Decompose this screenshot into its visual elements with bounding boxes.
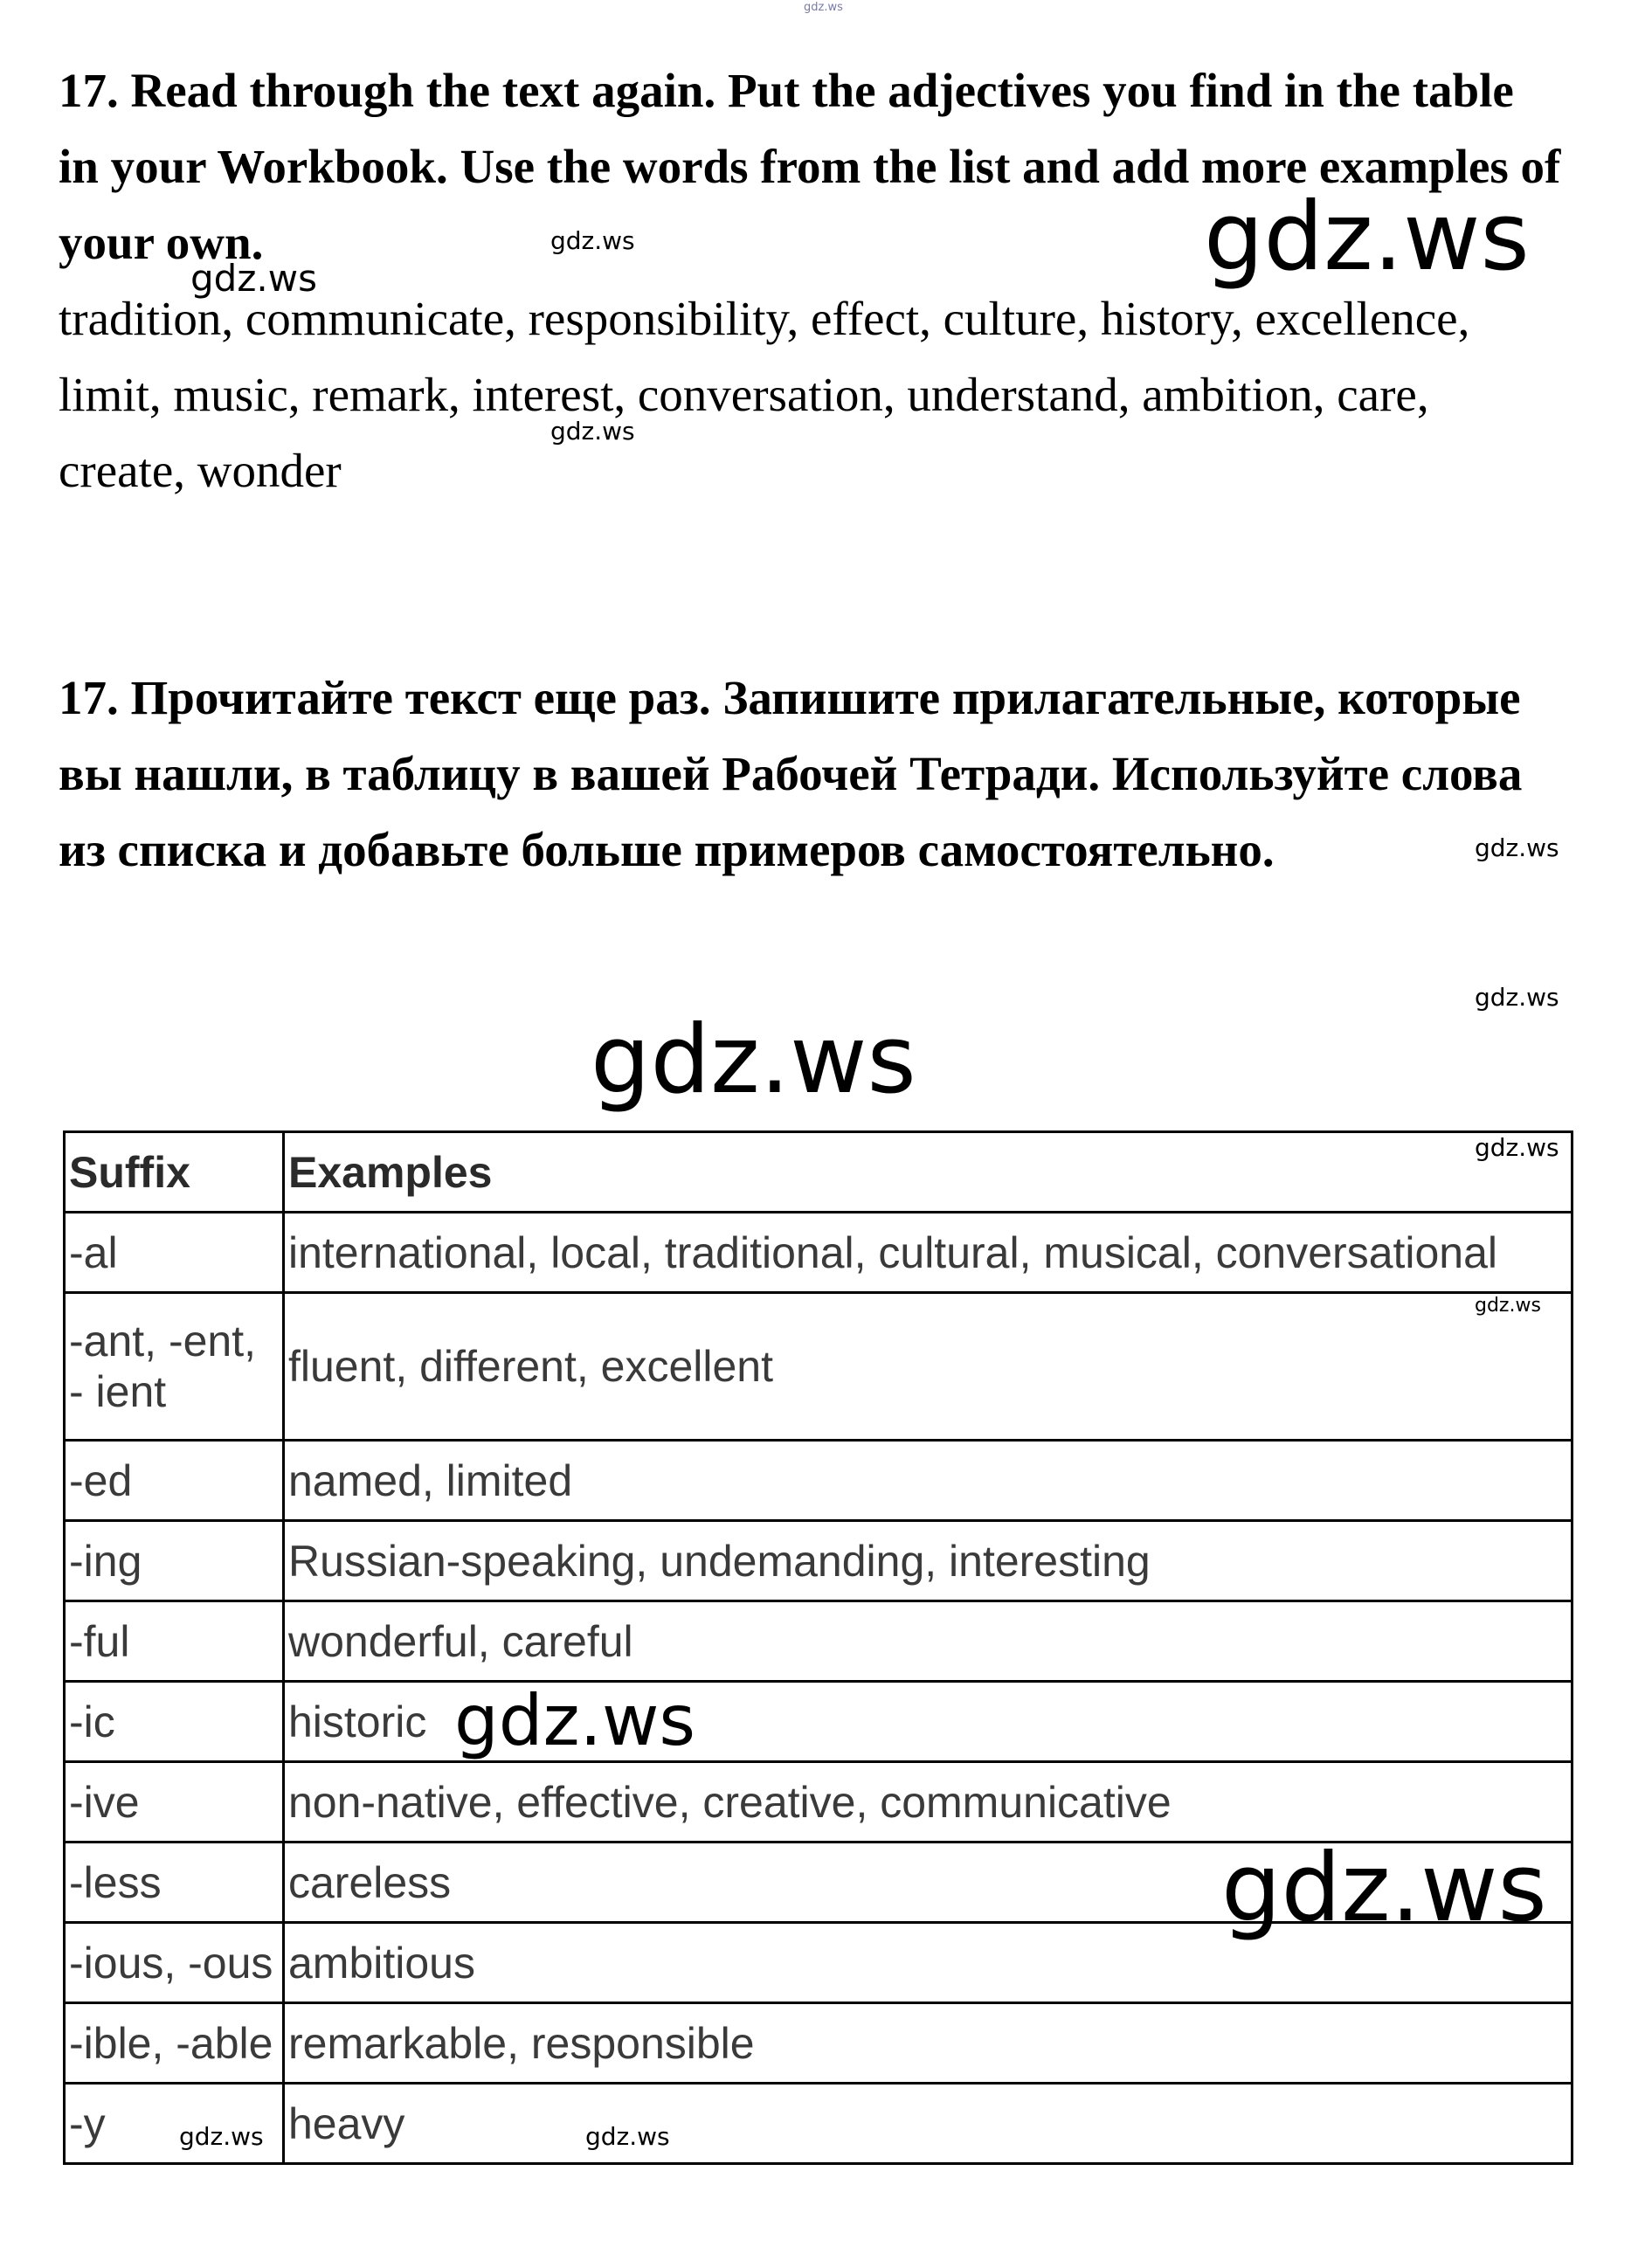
examples-cell: remarkable, responsible [284,2003,1573,2084]
suffix-cell: -ious, -ous [65,1923,284,2003]
table-row [65,1682,1573,1762]
watermark: gdz.ws [190,257,317,300]
header-suffix: Suffix [65,1132,284,1213]
word-list: tradition, communicate, responsibility, effect, culture, history, excellence, limit, music, remark, interest, conversation, understand, ambition, care, create, wonder [59,292,1470,497]
watermark: gdz.ws [804,1,843,14]
watermark: gdz.ws [1475,983,1559,1012]
suffix-cell: -y [65,2084,284,2164]
suffix-table [63,1130,1573,2165]
suffix-cell: -al [65,1213,284,1293]
watermark: gdz.ws [179,2122,264,2151]
watermark: gdz.ws [591,1006,916,1115]
task-russian [59,660,1561,888]
suffix-cell: -ive [65,1762,284,1843]
task-number: 17. [59,64,119,117]
task-instruction-ru: Прочитайте текст еще раз. Запишите прилагательные, которые вы нашли, в таблицу в вашей Рабочей Тетради. Используйте слова из списка и добавьте больше примеров самостоятельно. [59,671,1523,876]
watermark: gdz.ws [1204,183,1530,292]
table-row [65,1293,1573,1441]
table-row [65,1213,1573,1293]
task-instruction: Read through the text again. Put the adjectives you find in the table in your Workbook. Use the words from the list and add more examples of your own. [59,64,1561,269]
table-row [65,1441,1573,1521]
header-examples: Examples [284,1132,1573,1213]
suffix-cell: -ing [65,1521,284,1601]
suffix-cell: -ible, -able [65,2003,284,2084]
task-number-ru: 17. [59,671,119,724]
suffix-cell: -ic [65,1682,284,1762]
examples-cell: Russian-speaking, undemanding, interesting [284,1521,1573,1601]
suffix-cell: -ed [65,1441,284,1521]
watermark: gdz.ws [454,1680,696,1761]
examples-cell: named, limited [284,1441,1573,1521]
suffix-cell: -less [65,1843,284,1923]
watermark: gdz.ws [550,417,635,446]
suffix-cell: -ful [65,1601,284,1682]
examples-cell: international, local, traditional, cultural, musical, conversational [284,1213,1573,1293]
table-header-row [65,1132,1573,1213]
watermark: gdz.ws [585,2122,670,2151]
watermark: gdz.ws [1475,1295,1541,1317]
examples-cell: wonderful, careful [284,1601,1573,1682]
examples-cell: heavy [284,2084,1573,2164]
table-row [65,2084,1573,2164]
table-row [65,1601,1573,1682]
watermark: gdz.ws [1475,1133,1559,1162]
examples-cell: historic [284,1682,1573,1762]
examples-cell: non-native, effective, creative, communicative [284,1762,1573,1843]
watermark: gdz.ws [1475,833,1559,862]
watermark: gdz.ws [1221,1834,1547,1943]
suffix-cell: -ant, -ent, - ient [65,1293,284,1441]
examples-cell: ambitious [284,1923,1573,2003]
watermark: gdz.ws [550,226,635,255]
table-row [65,1762,1573,1843]
table-row [65,1521,1573,1601]
examples-cell: fluent, different, excellent [284,1293,1573,1441]
examples-cell: careless [284,1843,1573,1923]
table-row [65,2003,1573,2084]
